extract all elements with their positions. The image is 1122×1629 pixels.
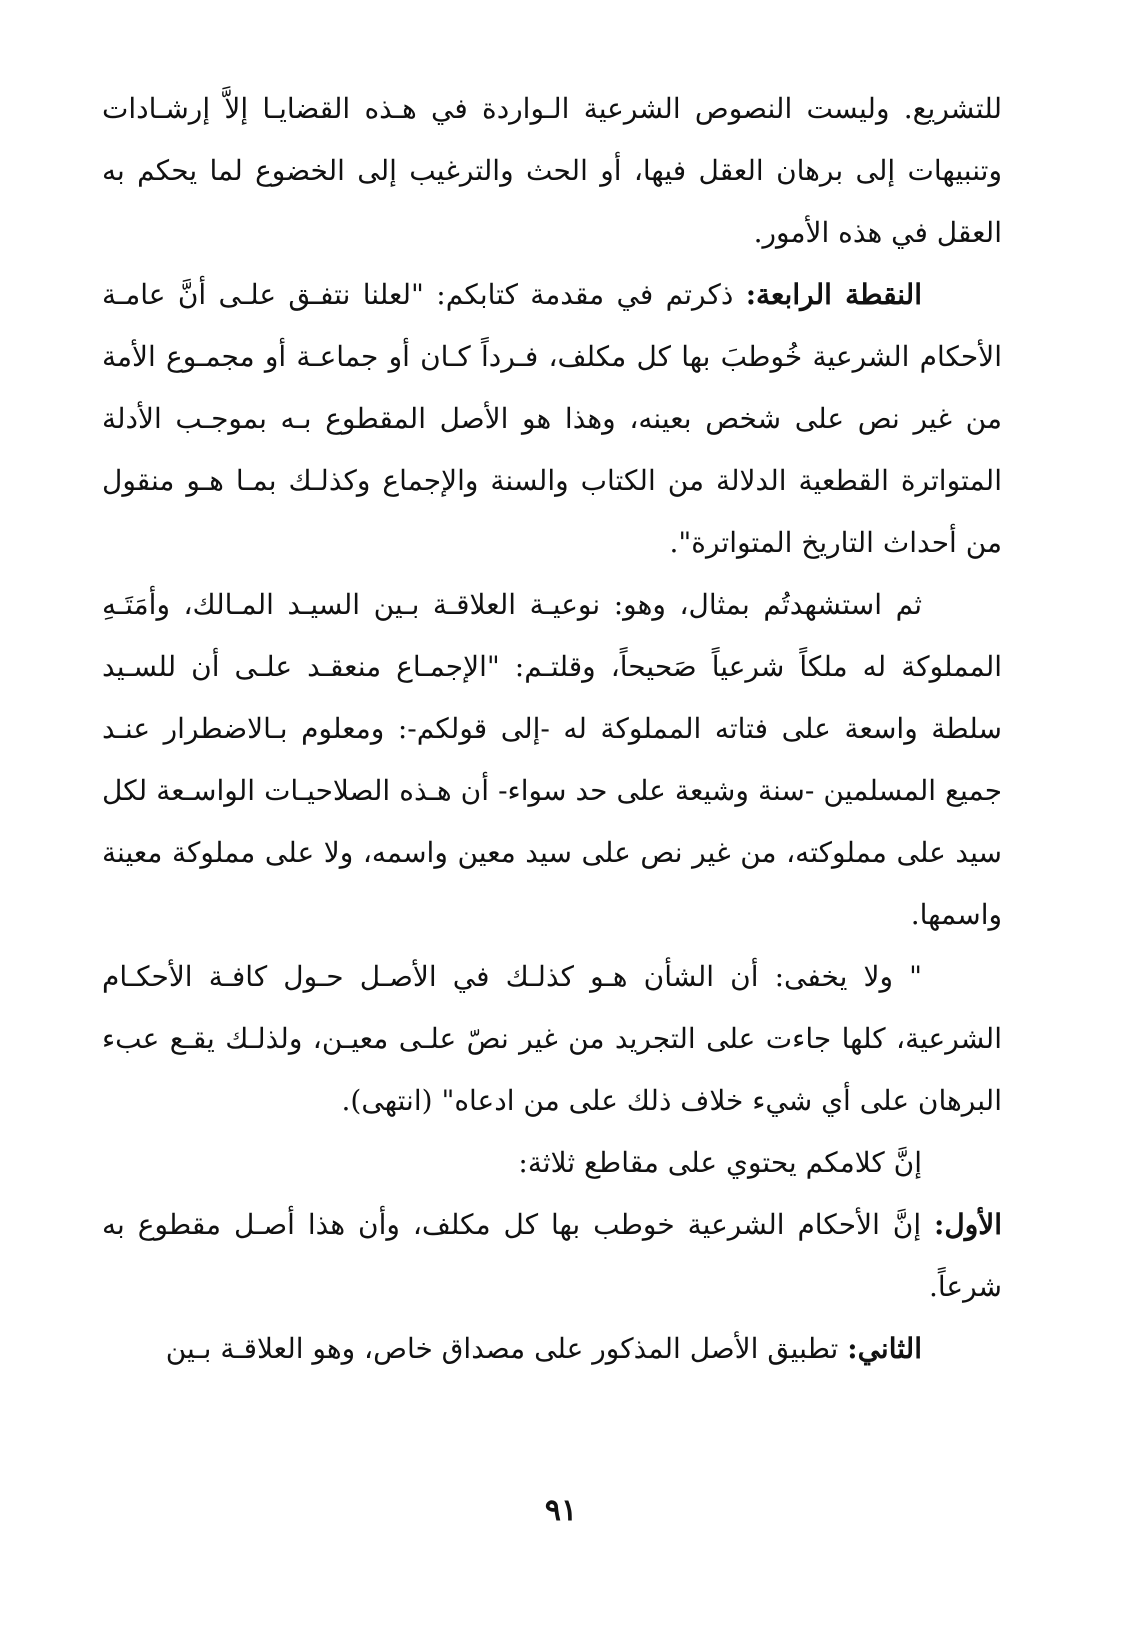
paragraph-fourth-point bbox=[102, 264, 1002, 574]
paragraph-text: إنَّ كلامكم يحتوي على مقاطع ثلاثة: bbox=[518, 1146, 922, 1179]
page-body bbox=[102, 78, 1002, 1380]
paragraph-sections-intro bbox=[102, 1132, 1002, 1194]
paragraph-example bbox=[102, 574, 1002, 946]
page-number: ٩١ bbox=[544, 1493, 578, 1528]
paragraph-text: للتشريع. وليست النصوص الشرعية الـواردة في هـذه القضايـا إلاَّ إرشـادات وتنبيهات إلى برهان العقل فيها، أو الحث والترغيب إلى الخضوع لما يحكم به العقل في هذه الأمور. bbox=[102, 92, 1002, 249]
paragraph-heading: الأول: bbox=[934, 1208, 1002, 1241]
paragraph-text: تطبيق الأصل المذكور على مصداق خاص، وهو العلاقـة بـين bbox=[165, 1332, 848, 1365]
paragraph-second-section bbox=[102, 1318, 1002, 1380]
paragraph-quote-end bbox=[102, 946, 1002, 1132]
paragraph-text: " ولا يخفى: أن الشأن هـو كذلـك في الأصـل حـول كافـة الأحكـام الشرعية، كلها جاءت على التجريد من غير نصّ علـى معيـن، ولذلـك يقـع عبء البرهان على أي شيء خلاف ذلك على من ادعاه" (انتهى). bbox=[102, 960, 1002, 1117]
paragraph-text: إنَّ الأحكام الشرعية خوطب بها كل مكلف، وأن هذا أصـل مقطوع به شرعاً. bbox=[102, 1208, 1002, 1303]
paragraph-text: ثم استشهدتُم بمثال، وهو: نوعيـة العلاقـة بـين السيـد المـالك، وأمَتَـهِ المملوكة له ملكاً شرعياً صَحيحاً، وقلتـم: "الإجمـاع منعقـد علـى أن للسـيد سلطة واسعة على فتاته المملوكة له -إلى قولكم-: ومعلوم بـالاضطرار عنـد جميع المسلمين -سنة وشيعة على حد سواء- أن هـذه الصلاحيـات الواسـعة لكل سيد على مملوكته، من غير نص على سيد معين واسمه، ولا على مملوكة معينة واسمها. bbox=[102, 588, 1002, 931]
paragraph-text: ذكرتم في مقدمة كتابكم: "لعلنا نتفـق علـى أنَّ عامـة الأحكام الشرعية خُوطبَ بها كل مكلف، فـرداً كـان أو جماعـة أو مجمـوع الأمة من غير نص على شخص بعينه، وهذا هو الأصل المقطوع بـه بموجـب الأدلة المتواترة القطعية الدلالة من الكتاب والسنة والإجماع وكذلـك بمـا هـو منقول من أحداث التاريخ المتواترة". bbox=[102, 278, 1002, 559]
paragraph-continuation bbox=[102, 78, 1002, 264]
paragraph-heading: الثاني: bbox=[847, 1332, 922, 1365]
paragraph-heading: النقطة الرابعة: bbox=[745, 278, 922, 311]
paragraph-first-section bbox=[102, 1194, 1002, 1318]
